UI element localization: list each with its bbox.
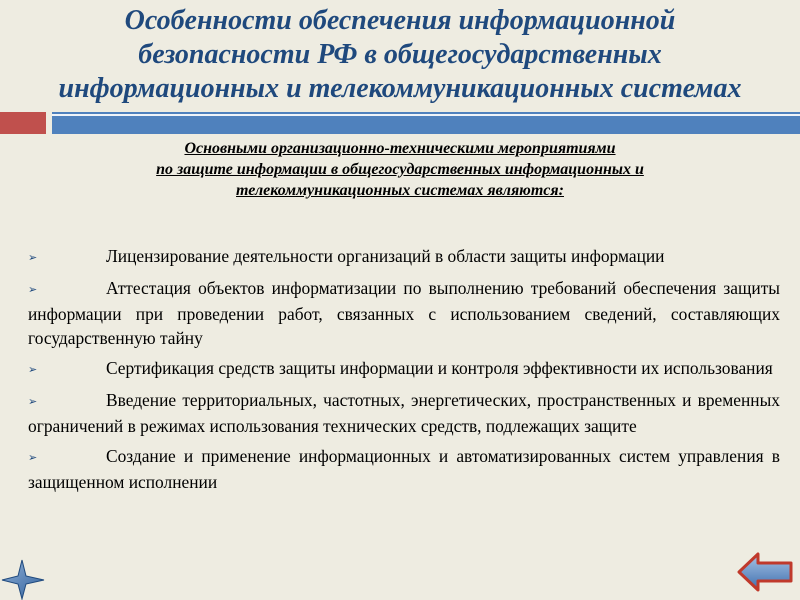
list-item <box>28 244 780 270</box>
arrow-bullet-icon: ➢ <box>28 364 38 376</box>
list-item <box>28 444 780 494</box>
list-item <box>28 388 780 438</box>
subtitle-line-3: телекоммуникационных системах являются: <box>236 182 564 199</box>
title-line-1: Особенности обеспечения информационной <box>124 5 676 36</box>
subtitle-line-1: Основными организационно-техническими мероприятиями <box>184 140 616 157</box>
accent-bar-line <box>52 114 800 116</box>
slide-subtitle <box>80 138 720 201</box>
arrow-bullet-icon: ➢ <box>28 252 38 264</box>
arrow-bullet-icon: ➢ <box>28 284 38 296</box>
list-item-text: Введение территориальных, частотных, энергетических, пространственных и временных ограничений в режимах использования технических средств, подлежащих защите <box>28 390 780 436</box>
slide-title <box>0 4 800 106</box>
title-line-3: информационных и телекоммуникационных системах <box>58 73 742 104</box>
list-item-text: Создание и применение информационных и автоматизированных систем управления в защищенном исполнении <box>28 446 780 492</box>
title-line-2: безопасности РФ в общегосударственных <box>138 39 662 70</box>
measures-list <box>28 244 780 500</box>
arrow-bullet-icon: ➢ <box>28 396 38 408</box>
list-item-text: Сертификация средств защиты информации и контроля эффективности их использования <box>106 358 773 378</box>
list-item <box>28 356 780 382</box>
arrow-bullet-icon: ➢ <box>28 452 38 464</box>
four-point-star-icon <box>0 558 46 600</box>
subtitle-line-2: по защите информации в общегосударственных информационных и <box>156 161 644 178</box>
list-item-text: Аттестация объектов информатизации по выполнению требований обеспечения защиты информации при проведении работ, связанных с использованием сведений, составляющих государственную тайну <box>28 278 780 348</box>
accent-bar-red <box>0 112 46 134</box>
list-item <box>28 276 780 350</box>
list-item-text: Лицензирование деятельности организаций в области защиты информации <box>106 246 665 266</box>
back-arrow-icon[interactable] <box>736 550 794 594</box>
